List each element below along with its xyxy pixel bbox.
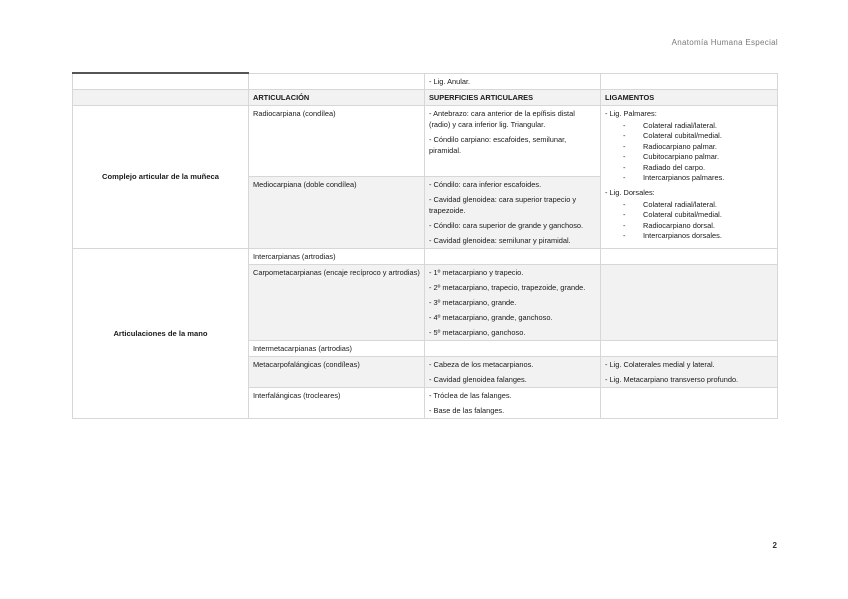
- ligaments-metacarpofalangicas: [601, 356, 778, 387]
- joint-interfalangicas: Interfalángicas (trocleares): [249, 387, 425, 418]
- page-header: Anatomía Humana Especial: [671, 38, 778, 47]
- surface-item: - Cóndilo: cara superior de grande y ganchoso.: [429, 220, 584, 230]
- ligament-group-title: - Lig. Palmares:: [605, 108, 657, 118]
- ligament-group-title: - Lig. Dorsales:: [605, 187, 655, 197]
- empty-cell: [425, 248, 601, 264]
- ligament-list-palmares: [605, 121, 773, 184]
- joint-metacarpofalangicas: Metacarpofalángicas (condíleas): [249, 356, 425, 387]
- group-mano: Articulaciones de la mano: [73, 248, 249, 418]
- list-item: - Colateral radial/lateral.: [605, 121, 773, 132]
- surfaces-radiocarpiana: [425, 105, 601, 176]
- header-articulacion: ARTICULACIÓN: [249, 89, 425, 105]
- surface-item: - Antebrazo: cara anterior de la epífisis distal (radio) y cara inferior lig. Triangular.: [429, 108, 575, 129]
- surface-item: - 2º metacarpiano, trapecio, trapezoide, grande.: [429, 282, 586, 292]
- joint-intercarpianas: Intercarpianas (artrodias): [249, 248, 425, 264]
- list-item: - Radiocarpiano palmar.: [605, 142, 773, 153]
- list-item: - Cubitocarpiano palmar.: [605, 152, 773, 163]
- surface-item: - 5º metacarpiano, ganchoso.: [429, 327, 526, 337]
- surfaces-mediocarpiana: [425, 176, 601, 248]
- surfaces-interfalangicas: [425, 387, 601, 418]
- surface-item: - Tróclea de las falanges.: [429, 390, 512, 400]
- table-row: [73, 248, 778, 264]
- empty-cell: [601, 264, 778, 340]
- header-empty: [73, 89, 249, 105]
- continuation-row: [73, 73, 778, 89]
- group-muneca: Complejo articular de la muñeca: [73, 105, 249, 248]
- continuation-text: - Lig. Anular.: [425, 73, 601, 89]
- surface-item: - Cabeza de los metacarpianos.: [429, 359, 534, 369]
- list-item: - Colateral radial/lateral.: [605, 200, 773, 211]
- surface-item: - Cóndilo: cara inferior escafoides.: [429, 179, 542, 189]
- ligament-item: - Lig. Colaterales medial y lateral.: [605, 359, 715, 369]
- table-header-row: [73, 89, 778, 105]
- surface-item: - 4º metacarpiano, grande, ganchoso.: [429, 312, 553, 322]
- list-item: - Intercarpianos dorsales.: [605, 231, 773, 242]
- surface-item: - Base de las falanges.: [429, 405, 505, 415]
- surface-item: - Cavidad glenoidea falanges.: [429, 374, 527, 384]
- surface-item: - Cóndilo carpiano: escafoides, semilunar, piramidal.: [429, 134, 567, 155]
- table-row: [73, 105, 778, 176]
- empty-cell: [601, 387, 778, 418]
- header-ligamentos: LIGAMENTOS: [601, 89, 778, 105]
- ligament-list-dorsales: [605, 200, 773, 242]
- empty-cell: [601, 73, 778, 89]
- empty-cell: [249, 73, 425, 89]
- joint-radiocarpiana: Radiocarpiana (condílea): [249, 105, 425, 176]
- empty-cell: [73, 73, 249, 89]
- list-item: - Radiado del carpo.: [605, 163, 773, 174]
- surface-item: - Cavidad glenoidea: semilunar y piramidal.: [429, 235, 571, 245]
- list-item: - Colateral cubital/medial.: [605, 210, 773, 221]
- page-number: 2: [772, 541, 777, 550]
- list-item: - Intercarpianos palmares.: [605, 173, 773, 184]
- joints-table: [72, 72, 778, 419]
- joint-mediocarpiana: Mediocarpiana (doble condílea): [249, 176, 425, 248]
- empty-cell: [601, 248, 778, 264]
- list-item: - Colateral cubital/medial.: [605, 131, 773, 142]
- list-item: - Radiocarpiano dorsal.: [605, 221, 773, 232]
- ligament-item: - Lig. Metacarpiano transverso profundo.: [605, 374, 739, 384]
- joint-intermetacarpianas: Intermetacarpianas (artrodias): [249, 340, 425, 356]
- header-superficies: SUPERFICIES ARTICULARES: [425, 89, 601, 105]
- surface-item: - 3º metacarpiano, grande.: [429, 297, 517, 307]
- surfaces-metacarpofalangicas: [425, 356, 601, 387]
- joint-carpometacarpianas: Carpometacarpianas (encaje recíproco y artrodias): [249, 264, 425, 340]
- empty-cell: [601, 340, 778, 356]
- surface-item: - Cavidad glenoidea: cara superior trapecio y trapezoide.: [429, 194, 577, 215]
- surface-item: - 1º metacarpiano y trapecio.: [429, 267, 524, 277]
- surfaces-carpometacarpianas: [425, 264, 601, 340]
- empty-cell: [425, 340, 601, 356]
- ligaments-muneca: [601, 105, 778, 248]
